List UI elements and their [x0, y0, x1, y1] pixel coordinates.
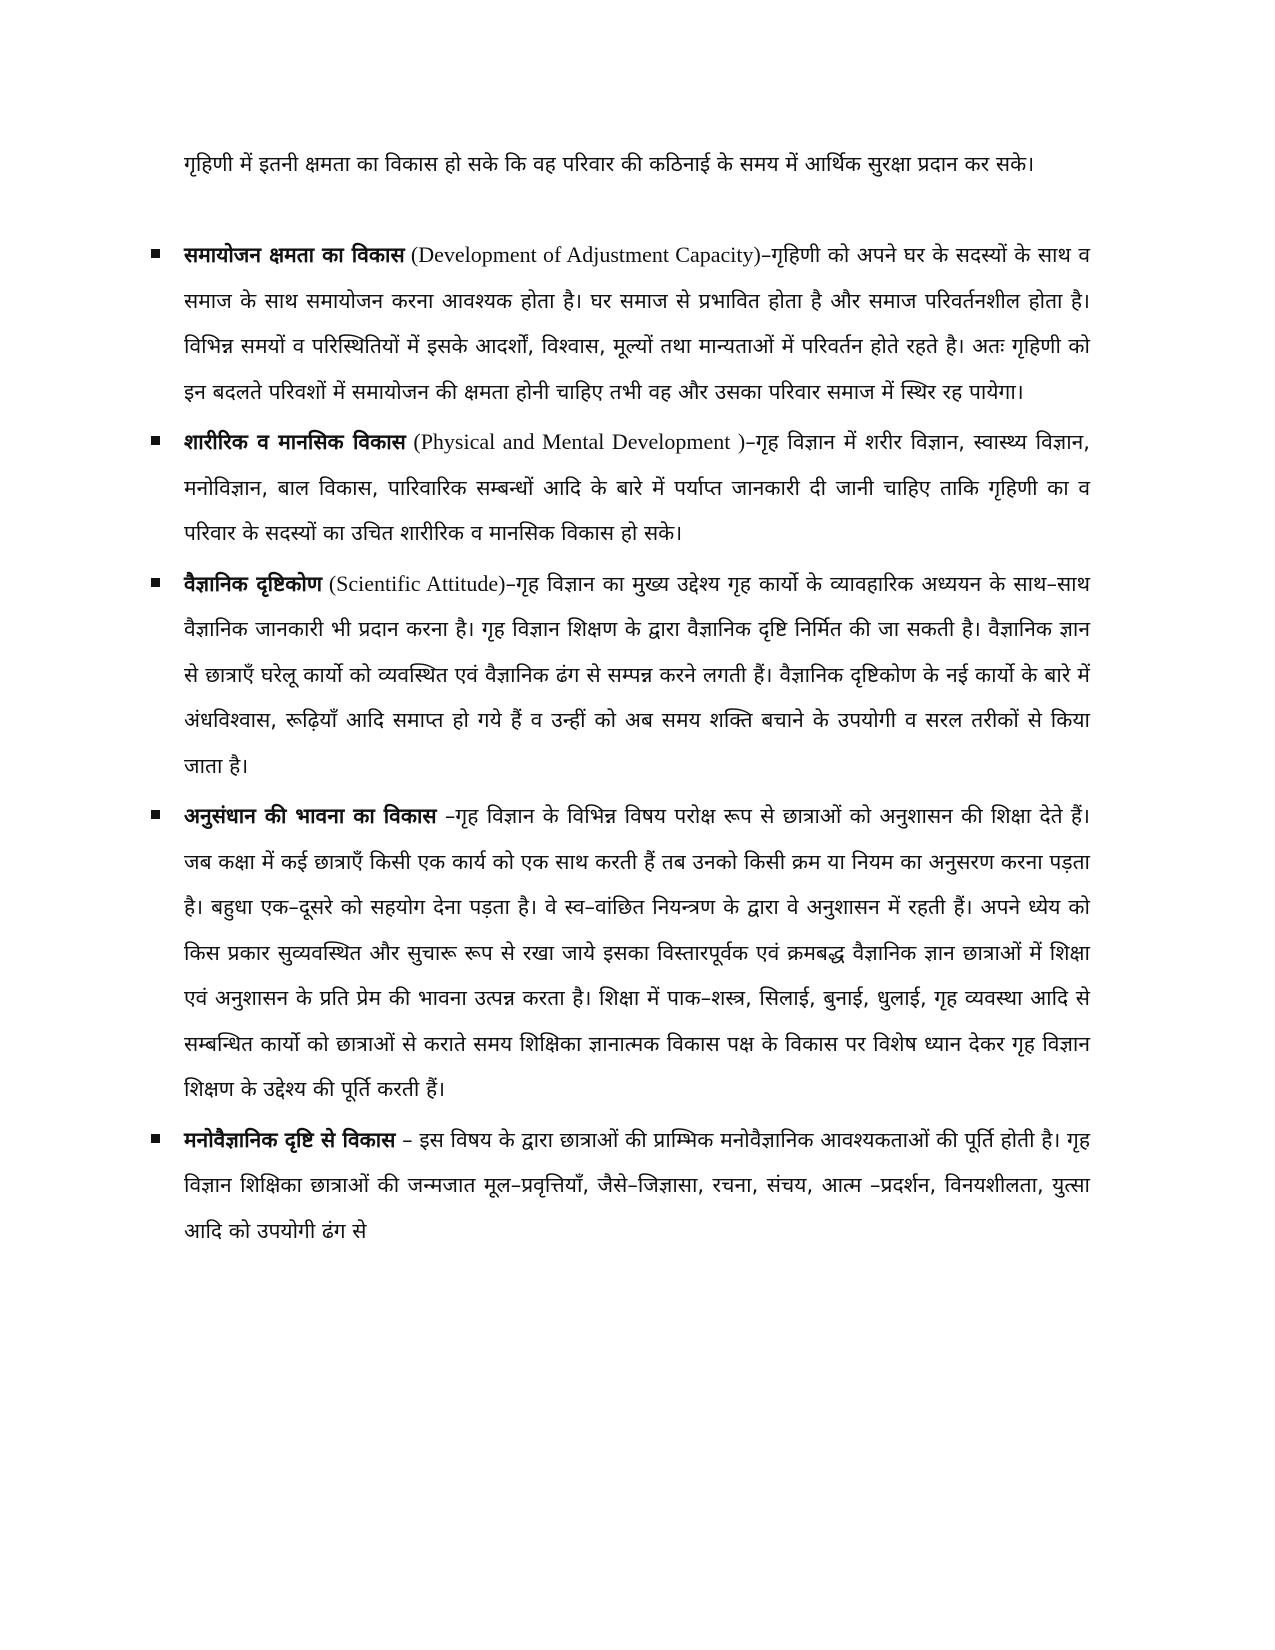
list-item [184, 232, 1090, 419]
item-heading: शारीरिक व मानसिक विकास [184, 430, 406, 454]
objectives-list [0, 232, 1275, 1258]
list-item [184, 793, 1090, 1117]
item-body: –गृहिणी को अपने घर के सदस्यों के साथ व समाज के साथ समायोजन करना आवश्यक होता है। घर समाज से प्रभावित होता है और समाज परिवर्तनशील होता है। विभिन्न समयों व परिस्थितियों में इसके आदर्शों, विश्वास, मूल्यों तथा मान्यताओं में परिवर्तन होते रहते है। अतः गृहिणी को इन बदलते परिवशों में समायोजन की क्षमता होनी चाहिए तभी वह और उसका परिवार समाज में स्थिर रह पायेगा। [184, 243, 1091, 404]
item-body: –गृह विज्ञान का मुख्य उद्देश्य गृह कार्यो के व्यावहारिक अध्ययन के साथ–साथ वैज्ञानिक जानकारी भी प्रदान करना है। गृह विज्ञान शिक्षण के द्वारा वैज्ञानिक दृष्टि निर्मित की जा सकती है। वैज्ञानिक ज्ञान से छात्राएँ घरेलू कार्यो को व्यवस्थित एवं वैज्ञानिक ढंग से सम्पन्न करने लगती हैं। वैज्ञानिक दृष्टिकोण के नई कार्यो के बारे में अंधविश्वास, रूढ़ियाँ आदि समाप्त हो गये हैं व उन्हीं को अब समय शक्ति बचाने के उपयोगी व सरल तरीकों से किया जाता है। [184, 571, 1091, 778]
bullet-square-icon [151, 1134, 160, 1143]
item-body: – इस विषय के द्वारा छात्राओं की प्राम्भिक मनोवैज्ञानिक आवश्यकताओं की पूर्ति होती है। गृह विज्ञान शिक्षिका छात्राओं की जन्मजात मूल–प्रवृत्तियाँ, जैसे–जिज्ञासा, रचना, संचय, आत्म –प्रदर्शन, विनयशीलता, युत्सा आदि को उपयोगी ढंग से [184, 1127, 1091, 1243]
intro-paragraph: गृहिणी में इतनी क्षमता का विकास हो सके कि वह परिवार की कठिनाई के समय में आर्थिक सुरक्षा प्रदान कर सके। [184, 152, 1035, 176]
list-item [184, 419, 1090, 561]
item-english-term: (Scientific Attitude) [322, 570, 506, 596]
item-body: –गृह विज्ञान के विभिन्न विषय परोक्ष रूप से छात्राओं को अनुशासन की शिक्षा देते हैं। जब कक्षा में कई छात्राएँ किसी एक कार्य को एक साथ करती हैं तब उनको किसी क्रम या नियम का अनुसरण करना पड़ता है। बहुधा एक–दूसरे को सहयोग देना पड़ता है। वे स्व–वांछित नियन्त्रण के द्वारा वे अनुशासन में रहती हैं। अपने ध्येय को किस प्रकार सुव्यवस्थित और सुचारू रूप से रखा जाये इसका विस्तारपूर्वक एवं क्रमबद्ध वैज्ञानिक ज्ञान छात्राओं में शिक्षा एवं अनुशासन के प्रति प्रेम की भावना उत्पन्न करता है। शिक्षा में पाक–शस्त्र, सिलाई, बुनाई, धुलाई, गृह व्यवस्था आदि से सम्बन्धित कार्यो को छात्राओं से कराते समय शिक्षिका ज्ञानात्मक विकास पक्ष के विकास पर विशेष ध्यान देकर गृह विज्ञान शिक्षण के उद्देश्य की पूर्ति करती हैं। [184, 804, 1091, 1101]
item-english-term: (Physical and Mental Development ) [405, 429, 746, 454]
list-item [184, 561, 1090, 794]
item-body: –गृह विज्ञान में शरीर विज्ञान, स्वास्थ्य विज्ञान, मनोविज्ञान, बाल विकास, पारिवारिक सम्बन्धों आदि के बारे में पर्याप्त जानकारी दी जानी चाहिए ताकि गृहिणी का व परिवार के सदस्यों का उचित शारीरिक व मानसिक विकास हो सके। [184, 430, 1090, 545]
bullet-square-icon [151, 578, 160, 587]
bullet-square-icon [151, 249, 160, 258]
bullet-square-icon [151, 436, 160, 445]
item-english-term: (Development of Adjustment Capacity) [404, 242, 761, 267]
item-heading: अनुसंधान की भावना का विकास [184, 804, 437, 828]
item-heading: समायोजन क्षमता का विकास [184, 243, 405, 267]
item-heading: वैज्ञानिक दृष्टिकोण [184, 571, 323, 596]
list-item [184, 1117, 1090, 1259]
item-heading: मनोवैज्ञानिक दृष्टि से विकास [184, 1127, 396, 1152]
bullet-square-icon [151, 810, 160, 819]
